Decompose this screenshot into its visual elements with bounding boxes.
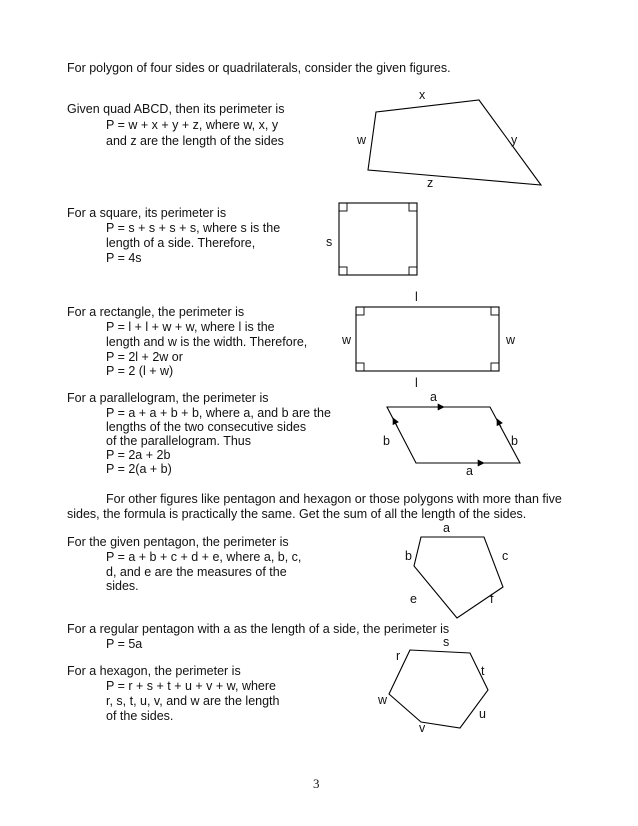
- rectangle-text-line-2: P = l + l + w + w, where l is the: [106, 320, 275, 334]
- parallelogram-text-line-2: P = a + a + b + b, where a, and b are the: [106, 406, 331, 420]
- quad-label-y: y: [511, 133, 518, 147]
- parallelogram-text-line-4: of the parallelogram. Thus: [106, 434, 251, 448]
- parallelogram-text-line-1: For a parallelogram, the perimeter is: [67, 391, 269, 405]
- pentagon-text-line-3: d, and e are the measures of the: [106, 565, 287, 579]
- square-text-line-1: For a square, its perimeter is: [67, 206, 227, 220]
- hexagon-label-r: r: [396, 649, 401, 663]
- pentagon-label-c: c: [502, 549, 509, 563]
- other-figures-line-1: For other figures like pentagon and hexagon or those polygons with more than five: [106, 492, 562, 506]
- hexagon-text-line-1: For a hexagon, the perimeter is: [67, 664, 241, 678]
- pentagon-label-f: f: [490, 592, 494, 606]
- rectangle-label-l-top: l: [415, 290, 418, 304]
- quad-text-line-2: P = w + x + y + z, where w, x, y: [106, 118, 279, 132]
- square-label-s: s: [326, 235, 333, 249]
- quad-text-line-3: and z are the length of the sides: [106, 134, 284, 148]
- rectangle-label-l-bottom: l: [415, 376, 418, 390]
- quad-label-x: x: [419, 88, 426, 102]
- parallelogram-text-line-5: P = 2a + 2b: [106, 448, 171, 462]
- square-text-line-3: length of a side. Therefore,: [106, 236, 256, 250]
- page-number: 3: [313, 776, 320, 791]
- parallelogram-label-a-top: a: [430, 390, 437, 404]
- quad-label-w: w: [357, 133, 367, 147]
- pentagon-label-e: e: [410, 592, 417, 606]
- parallelogram-text-line-6: P = 2(a + b): [106, 462, 172, 476]
- hexagon-label-s: s: [443, 635, 450, 649]
- hexagon-label-t: t: [481, 664, 485, 678]
- regular-pentagon-text-line-2: P = 5a: [106, 637, 143, 651]
- parallelogram-shape: [387, 407, 520, 463]
- rectangle-shape: [356, 307, 499, 371]
- hexagon-shape: [389, 650, 488, 728]
- pentagon-text-line-2: P = a + b + c + d + e, where a, b, c,: [106, 550, 302, 564]
- quad-text-line-1: Given quad ABCD, then its perimeter is: [67, 102, 285, 116]
- parallelogram-label-b-left: b: [383, 434, 390, 448]
- hexagon-text-line-3: r, s, t, u, v, and w are the length: [106, 694, 280, 708]
- hexagon-label-u: u: [479, 707, 486, 721]
- hexagon-text-line-4: of the sides.: [106, 709, 174, 723]
- square-text-line-4: P = 4s: [106, 251, 142, 265]
- rectangle-label-w-right: w: [506, 333, 516, 347]
- square-shape: [339, 203, 417, 275]
- rectangle-text-line-3: length and w is the width. Therefore,: [106, 335, 308, 349]
- parallelogram-label-b-right: b: [511, 434, 518, 448]
- pentagon-text-line-1: For the given pentagon, the perimeter is: [67, 535, 289, 549]
- hexagon-label-w: w: [378, 693, 388, 707]
- hexagon-label-v: v: [419, 721, 426, 735]
- quad-label-z: z: [427, 176, 434, 190]
- parallelogram-text-line-3: lengths of the two consecutive sides: [106, 420, 307, 434]
- rectangle-label-w-left: w: [342, 333, 352, 347]
- other-figures-line-2: sides, the formula is practically the same. Get the sum of all the length of the sides.: [67, 507, 527, 521]
- rectangle-text-line-4: P = 2l + 2w or: [106, 350, 183, 364]
- intro-text: For polygon of four sides or quadrilaterals, consider the given figures.: [67, 61, 451, 75]
- rectangle-text-line-5: P = 2 (l + w): [106, 364, 174, 378]
- pentagon-label-a: a: [443, 521, 450, 535]
- hexagon-text-line-2: P = r + s + t + u + v + w, where: [106, 679, 277, 693]
- rectangle-text-line-1: For a rectangle, the perimeter is: [67, 305, 245, 319]
- pentagon-text-line-4: sides.: [106, 579, 139, 593]
- pentagon-label-b: b: [405, 549, 412, 563]
- square-text-line-2: P = s + s + s + s, where s is the: [106, 221, 281, 235]
- regular-pentagon-text-line-1: For a regular pentagon with a as the length of a side, the perimeter is: [67, 622, 450, 636]
- parallelogram-label-a-bottom: a: [466, 464, 473, 478]
